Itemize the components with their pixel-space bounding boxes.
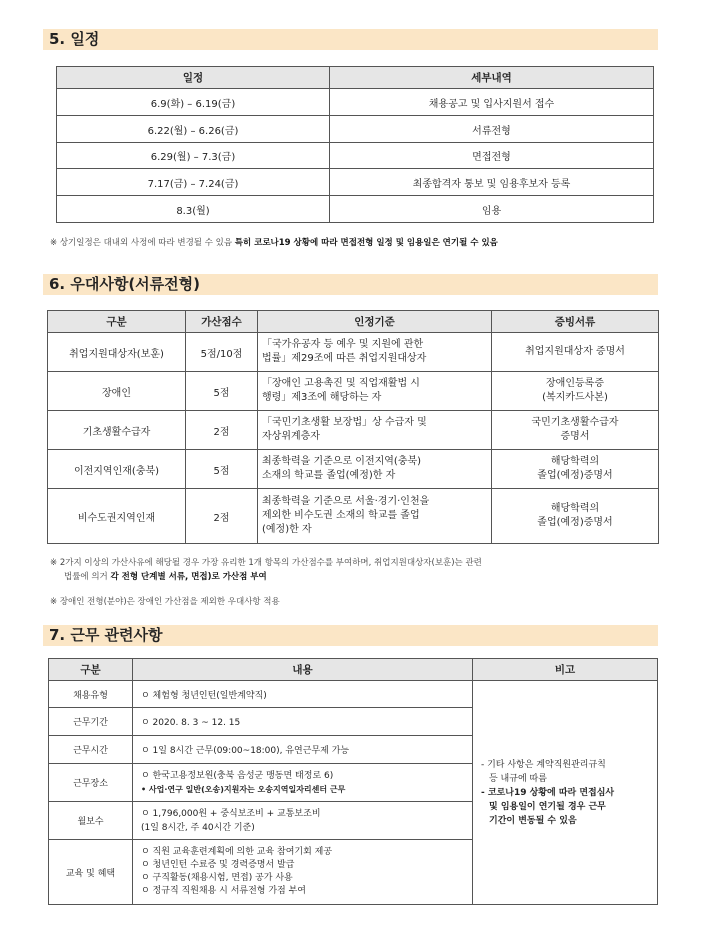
pref-score: 2점: [186, 489, 258, 544]
pref-criteria: [258, 450, 492, 489]
work-conditions-table: [48, 658, 658, 905]
schedule-date: 6.9(화) – 6.19(금): [57, 89, 330, 116]
schedule-detail: 면접전형: [330, 143, 654, 169]
pref-document-line: 증명서: [560, 431, 590, 442]
work-remark-line: 등 내규에 따름: [489, 773, 547, 784]
pref-document-line: (복지카드사본): [542, 392, 608, 403]
pref-criteria: [258, 411, 492, 450]
section-7-title: 7. 근무 관련사항: [43, 625, 658, 646]
work-content-line: ㅇ 정규직 직원채용 시 서류전형 가점 부여: [141, 886, 306, 896]
pref-criteria-line: 자상위계층자: [262, 431, 320, 442]
work-category: 근무기간: [49, 708, 133, 736]
table-row: [57, 196, 654, 223]
pref-category: 기초생활수급자: [48, 411, 186, 450]
table-row: [57, 143, 654, 169]
table-row: [48, 489, 659, 544]
schedule-table: [56, 66, 654, 223]
schedule-note: [50, 236, 498, 250]
table-row: [49, 681, 658, 708]
schedule-detail: 채용공고 및 입사지원서 접수: [330, 89, 654, 116]
pref-score: 5점: [186, 450, 258, 489]
table-row: [48, 411, 659, 450]
pref-document: [492, 372, 659, 411]
work-category: 교육 및 혜택: [49, 840, 133, 905]
pref-header-score: 가산점수: [186, 311, 258, 333]
preference-note-bold: 각 전형 단계별 서류, 면접)로 가산점 부여: [110, 572, 267, 582]
preference-note-text: 법률에 의거: [64, 572, 111, 582]
pref-category: 취업지원대상자(보훈): [48, 333, 186, 372]
work-content-line: ㅇ 직원 교육훈련계획에 의한 교육 참여기회 제공: [141, 847, 333, 857]
schedule-note-bold: 특히 코로나19 상황에 따라 면접전형 일정 및 임용일은 연기될 수 있음: [234, 238, 498, 248]
pref-document-line: 장애인등록증: [546, 378, 604, 389]
pref-document: [492, 489, 659, 544]
table-row: [48, 372, 659, 411]
preference-note-1: [50, 556, 662, 584]
work-remark: [473, 681, 658, 905]
pref-criteria-line: 최종학력을 기준으로 이전지역(충북): [262, 456, 422, 467]
pref-criteria-line: 제외한 비수도권 소재의 학교를 졸업: [262, 510, 420, 521]
pref-document: [492, 450, 659, 489]
pref-document: [492, 411, 659, 450]
schedule-header-detail: 세부내역: [330, 67, 654, 89]
pref-score: 5점: [186, 372, 258, 411]
schedule-header-date: 일정: [57, 67, 330, 89]
pref-document: [492, 333, 659, 372]
work-content-line: ㅇ 1,796,000원 + 중식보조비 + 교통보조비: [141, 808, 321, 819]
pref-criteria-line: 최종학력을 기준으로 서울·경기·인천을: [262, 496, 430, 507]
pref-criteria-line: 법률」제29조에 따른 취업지원대상자: [262, 353, 427, 364]
work-content: ㅇ 체험형 청년인턴(일반계약직): [133, 681, 473, 708]
preference-table: [47, 310, 659, 544]
work-content-line: (1일 8시간, 주 40시간 기준): [141, 822, 255, 833]
work-remark-bold-line: - 코로나19 상황에 따라 면접심사: [481, 787, 615, 798]
work-content: [133, 802, 473, 840]
work-content: ㅇ 2020. 8. 3 ~ 12. 15: [133, 708, 473, 736]
pref-criteria: [258, 333, 492, 372]
section-6-title: 6. 우대사항(서류전형): [43, 274, 658, 295]
pref-category: 이전지역인재(충북): [48, 450, 186, 489]
work-category: 근무장소: [49, 764, 133, 802]
pref-document-line: 국민기초생활수급자: [531, 417, 619, 428]
schedule-detail: 임용: [330, 196, 654, 223]
work-content-bold-line: • 사업·연구 일반(오송)지원자는 오송지역일자리센터 근무: [141, 784, 346, 794]
schedule-detail: 서류전형: [330, 116, 654, 143]
work-content-line: ㅇ 청년인턴 수료증 및 경력증명서 발급: [141, 860, 295, 870]
pref-document-line: 해당학력의: [550, 503, 600, 514]
work-category: 채용유형: [49, 681, 133, 708]
schedule-date: 6.22(월) – 6.26(금): [57, 116, 330, 143]
schedule-note-text: ※ 상기일정은 대내외 사정에 따라 변경될 수 있음: [50, 238, 235, 248]
work-category: 근무시간: [49, 736, 133, 764]
pref-criteria-line: 「국민기초생활 보장법」상 수급자 및: [262, 417, 427, 428]
schedule-detail: 최종합격자 통보 및 임용후보자 등록: [330, 169, 654, 196]
schedule-date: 6.29(월) – 7.3(금): [57, 143, 330, 169]
pref-category: 비수도권지역인재: [48, 489, 186, 544]
pref-criteria-line: 「국가유공자 등 예우 및 지원에 관한: [262, 339, 424, 350]
work-remark-bold-line: 및 임용일이 연기될 경우 근무: [489, 801, 606, 812]
pref-criteria-line: (예정)한 자: [262, 524, 312, 535]
pref-score: 2점: [186, 411, 258, 450]
table-row: [48, 333, 659, 372]
work-content: [133, 840, 473, 905]
work-category: 월보수: [49, 802, 133, 840]
work-header-content: 내용: [133, 659, 473, 681]
pref-document-line: 졸업(예정)증명서: [537, 470, 613, 481]
pref-document-line: 해당학력의: [550, 456, 600, 467]
work-content-line: ㅇ 한국고용정보원(충북 음성군 맹동면 태정로 6): [141, 770, 334, 781]
pref-header-document: 증빙서류: [492, 311, 659, 333]
work-remark-bold-line: 기간이 변동될 수 있음: [489, 815, 577, 826]
pref-header-category: 구분: [48, 311, 186, 333]
work-content-line: ㅇ 구직활동(채용시험, 면접) 공가 사용: [141, 873, 293, 883]
pref-category: 장애인: [48, 372, 186, 411]
pref-document-line: 졸업(예정)증명서: [537, 517, 613, 528]
work-content: ㅇ 1일 8시간 근무(09:00~18:00), 유연근무제 가능: [133, 736, 473, 764]
pref-criteria-line: 「장애인 고용촉진 및 직업재활법 시: [262, 378, 420, 389]
schedule-date: 7.17(금) – 7.24(금): [57, 169, 330, 196]
preference-note-2: ※ 장애인 전형(분야)은 장애인 가산점을 제외한 우대사항 적용: [50, 597, 280, 607]
table-row: [57, 116, 654, 143]
pref-score: 5점/10점: [186, 333, 258, 372]
table-row: [57, 169, 654, 196]
work-content: [133, 764, 473, 802]
schedule-date: 8.3(월): [57, 196, 330, 223]
work-header-category: 구분: [49, 659, 133, 681]
pref-criteria: [258, 489, 492, 544]
preference-note-line: [50, 570, 662, 584]
preference-note-line: ※ 2가지 이상의 가산사유에 해당될 경우 가장 유리한 1개 항목의 가산점수를 부여하며, 취업지원대상자(보훈)는 관련: [50, 558, 482, 568]
work-remark-line: - 기타 사항은 계약직원관리규칙: [481, 759, 606, 770]
pref-document-line: 취업지원대상자 증명서: [525, 346, 625, 357]
section-5-title: 5. 일정: [43, 29, 658, 50]
pref-criteria-line: 소재의 학교를 졸업(예정)한 자: [262, 470, 396, 481]
table-row: [57, 89, 654, 116]
pref-criteria: [258, 372, 492, 411]
work-header-remark: 비고: [473, 659, 658, 681]
pref-criteria-line: 행령」제3조에 해당하는 자: [262, 392, 382, 403]
table-row: [48, 450, 659, 489]
pref-header-criteria: 인정기준: [258, 311, 492, 333]
